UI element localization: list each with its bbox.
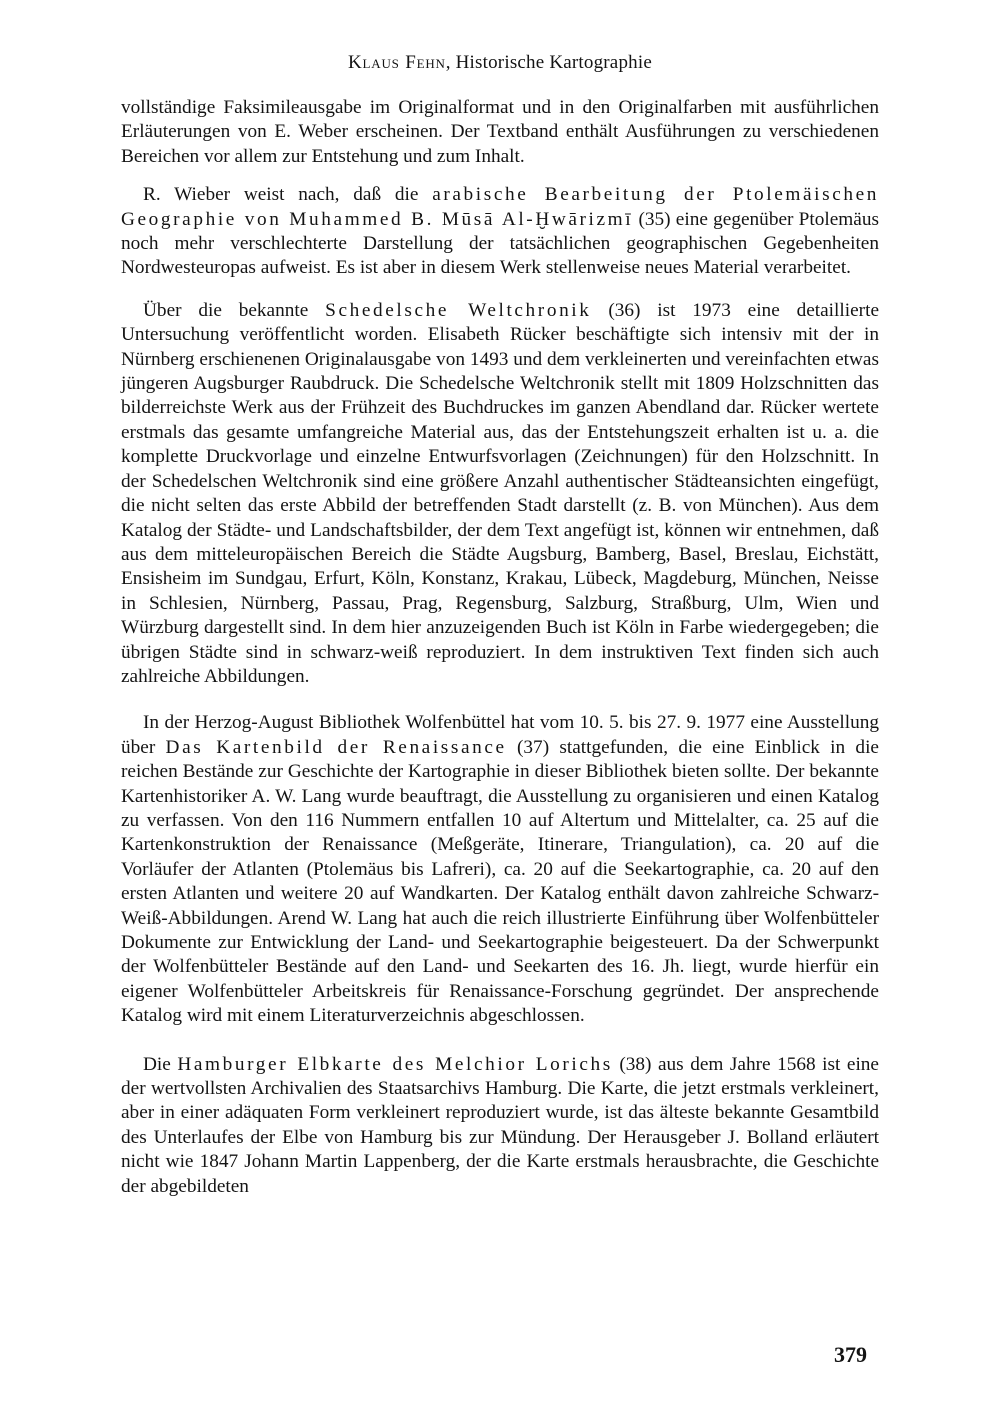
paragraph-text: vollständige Faksimileausgabe im Originalformat und in den Originalfarben mit ausführlichen Erläuterungen von E. Weber erscheinen. Der Textband enthält Ausführungen zu verschiedenen Bereichen vor allem zur Entstehung und zum Inhalt. <box>121 97 879 167</box>
paragraph <box>121 183 879 281</box>
spaced-title: Hamburger Elbkarte des Melchior Lorichs <box>177 1053 613 1075</box>
running-header <box>0 52 1000 74</box>
spaced-title: Das Kartenbild der Renaissance <box>165 736 507 758</box>
body-text <box>121 96 879 1199</box>
header-title: , Historische Kartographie <box>445 52 652 73</box>
paragraph-text: (38) aus dem Jahre 1568 ist eine der wertvollsten Archivalien des Staatsarchivs Hamburg. Die Karte, die jetzt erstmals verkleinert, aber in einer adäquaten Form verkleinert reproduziert wurde, ist das älteste bekannte Gesamtbild des Unterlaufes der Elbe von Hamburg bis zur Mündung. Der Herausgeber J. Bolland erläutert nicht wie 1847 Johann Martin Lappenberg, der die Karte erstmals herausbrachte, die Geschichte der abgebildeten <box>121 1053 879 1197</box>
paragraph-text: In der Herzog-August Bibliothek Wolfenbüttel hat vom 10. 5. bis 27. 9. 1977 eine Ausstellung über <box>121 712 879 758</box>
spaced-title: arabische Bearbeitung der Ptolemäischen Geographie von Muhammed B. Mūsā Al-Ḫwārizmī <box>121 184 879 230</box>
paragraph <box>121 96 879 169</box>
header-author: Klaus Fehn <box>348 52 446 73</box>
paragraph-text: (36) ist 1973 eine detaillierte Untersuchung veröffentlicht worden. Elisabeth Rücker beschäftigte sich intensiv mit der in Nürnberg erschienenen Originalausgabe von 1493 und dem verkleinerten und vereinfachten etwas jüngeren Augsburger Raubdruck. Die Schedelsche Weltchronik stellt mit 1809 Holzschnitten das bilderreichste Werk aus der Frühzeit des Buchdruckes im ganzen Abendland dar. Rücker wertete erstmals das gesamte umfangreiche Material aus, das der Entstehungszeit erhalten ist u. a. die komplette Druckvorlage und einzelne Entwurfsvorlagen (Zeichnungen) für den Holzschnitt. In der Schedelschen Weltchronik sind eine größere Anzahl authentischer Städteansichten eingefügt, die nicht selten das erste Abbild der betreffenden Stadt darstellt (z. B. von München). Aus dem Katalog der Städte- und Landschaftsbilder, der dem Text angefügt ist, können wir entnehmen, daß aus dem mitteleuropäischen Bereich die Städte Augsburg, Bamberg, Basel, Breslau, Eichstätt, Ensisheim im Sundgau, Erfurt, Köln, Konstanz, Krakau, Lübeck, Magdeburg, München, Neisse in Schlesien, Nürnberg, Passau, Prag, Regensburg, Salzburg, Straßburg, Ulm, Wien und Würzburg dargestellt sind. In dem hier anzuzeigenden Buch ist Köln in Farbe wiedergegeben; die übrigen Städte sind in schwarz-weiß reproduziert. In dem instruktiven Text finden sich auch zahlreiche Abbildungen. <box>121 299 879 687</box>
paragraph-text: (37) stattgefunden, die eine Einblick in die reichen Bestände zur Geschichte der Kartographie in dieser Bibliothek bieten sollte. Der bekannte Kartenhistoriker A. W. Lang wurde beauftragt, die Ausstellung zu organisieren und einen Katalog zu verfassen. Von den 116 Nummern entfallen 10 auf Altertum und Mittelalter, ca. 25 auf die Kartenkonstruktion der Renaissance (Meßgeräte, Itinerare, Triangulation), ca. 20 auf die Vorläufer der Atlanten (Ptolemäus bis Lafreri), ca. 20 auf die Seekartographie, ca. 20 auf den ersten Atlanten und weitere 20 auf Wandkarten. Der Katalog enthält davon zahlreiche Schwarz-Weiß-Abbildungen. Arend W. Lang hat auch die reich illustrierte Einführung über Wolfenbütteler Dokumente zur Entwicklung der Land- und Seekartographie beigesteuert. Da der Schwerpunkt der Wolfenbütteler Bestände auf den Land- und Seekarten des 16. Jh. liegt, wurde hierfür ein eigener Wolfenbütteler Arbeitskreis für Renaissance-Forschung gegründet. Der ansprechende Katalog wird mit einem Literaturverzeichnis abgeschlossen. <box>121 736 879 1027</box>
paragraph <box>121 1053 879 1199</box>
paragraph <box>121 711 879 1028</box>
paragraph-text: Über die bekannte <box>143 299 326 321</box>
paragraph-text: (35) eine gegenüber Ptolemäus noch mehr verschlechterte Darstellung der tatsächlichen geographischen Gegebenheiten Nordwesteuropas aufweist. Es ist aber in diesem Werk stellenweise neues Material verarbeitet. <box>121 208 880 279</box>
paragraph-text: Die <box>143 1053 178 1075</box>
page-number: 379 <box>834 1342 867 1367</box>
paragraph <box>121 299 879 690</box>
paragraph-text: R. Wieber weist nach, daß die <box>143 184 433 206</box>
spaced-title: Schedelsche Weltchronik <box>325 299 592 321</box>
